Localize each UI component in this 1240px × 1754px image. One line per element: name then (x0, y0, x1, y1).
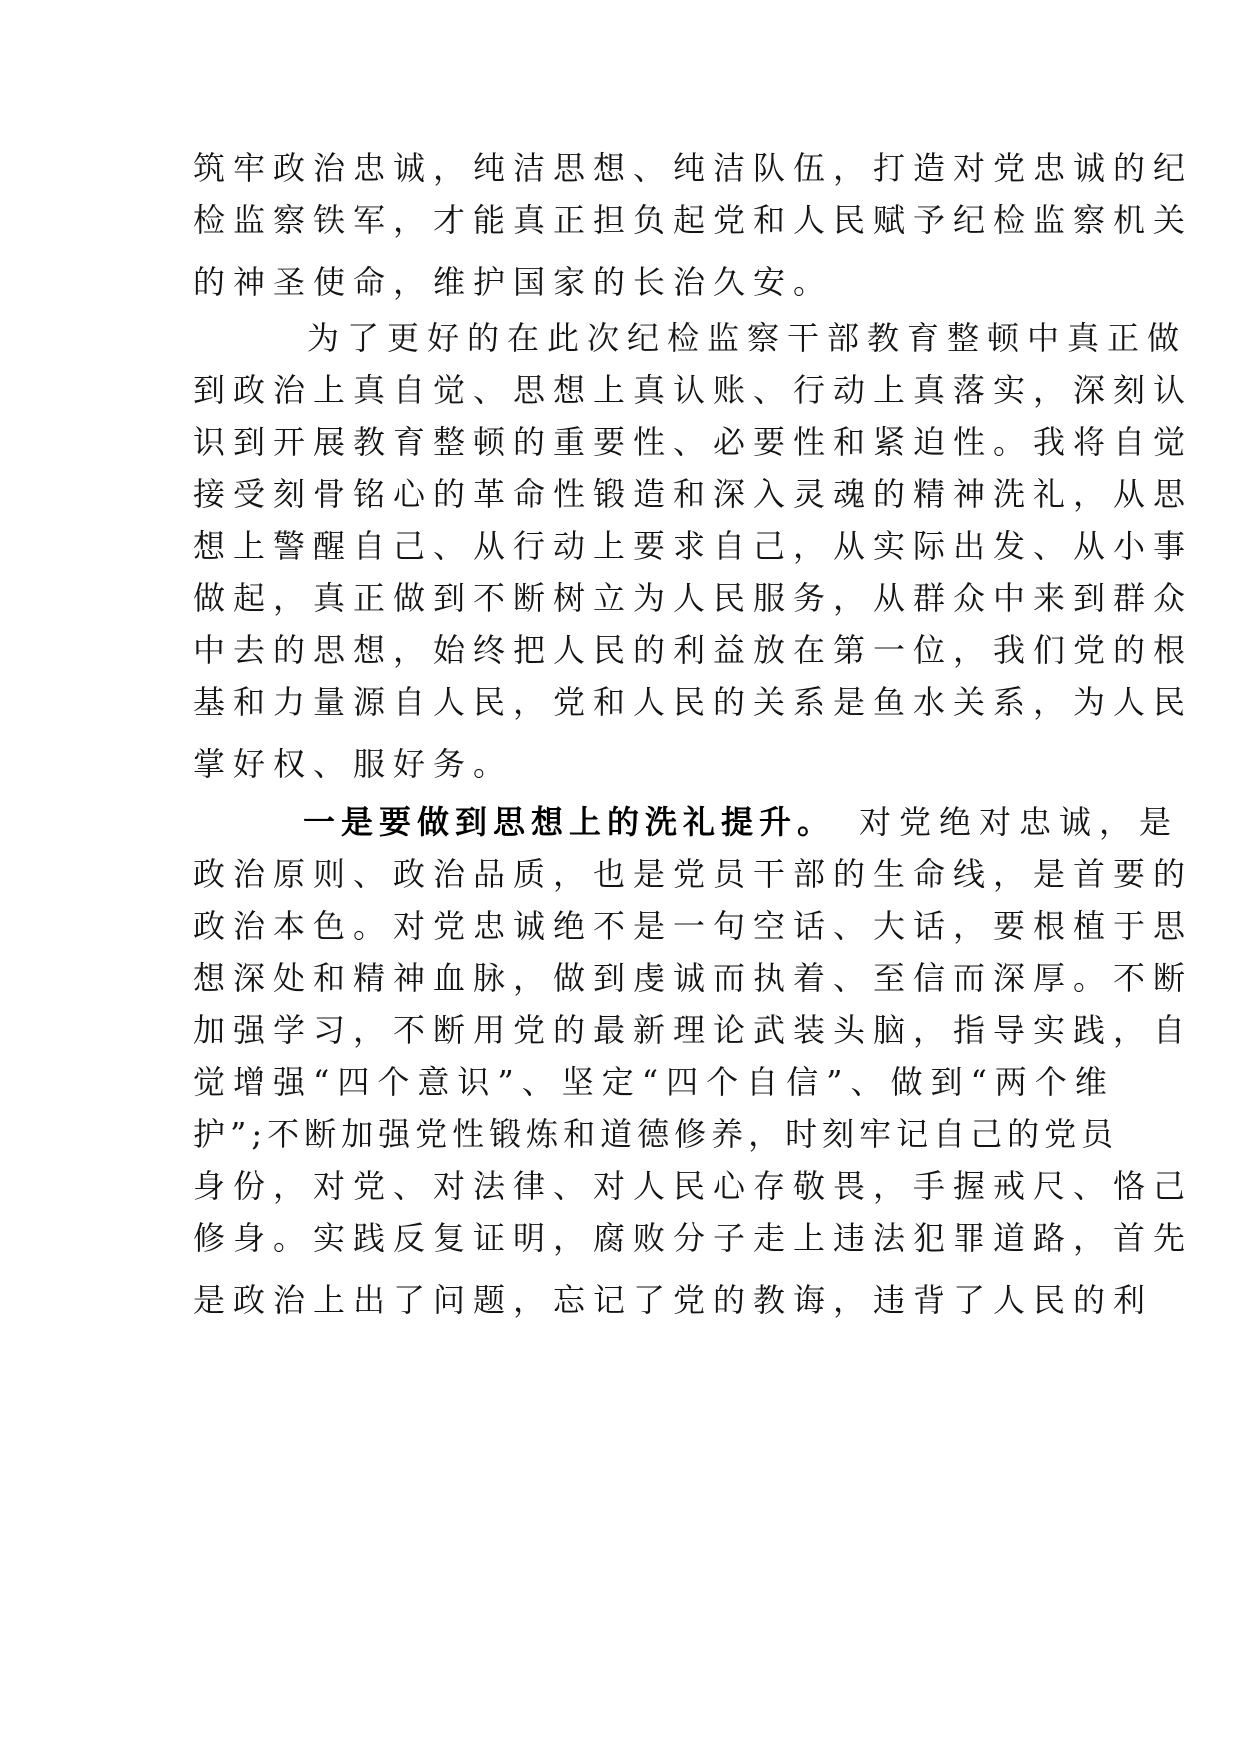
paragraph-3-line-9: 修身。实践反复证明，腐败分子走上违法犯罪道路，首先 (193, 1219, 1194, 1257)
paragraph-2-line-2: 到政治上真自觉、思想上真认账、行动上真落实，深刻认 (193, 371, 1194, 409)
paragraph-3-line-7: 护”;不断加强党性锻炼和道德修养，时刻牢记自己的党员 (193, 1115, 1119, 1153)
paragraph-3-line-4: 想深处和精神血脉，做到虔诚而执着、至信而深厚。不断 (193, 959, 1194, 997)
paragraph-3-line-5: 加强学习，不断用党的最新理论武装头脑，指导实践，自 (193, 1011, 1194, 1049)
paragraph-3-heading: 一是要做到思想上的洗礼提升。 (303, 803, 836, 841)
paragraph-3-line-6: 觉增强“四个意识”、坚定“四个自信”、做到“两个维 (193, 1063, 1115, 1101)
paragraph-1-line-1: 筑牢政治忠诚，纯洁思想、纯洁队伍，打造对党忠诚的纪 (193, 149, 1194, 187)
paragraph-2-line-8: 基和力量源自人民，党和人民的关系是鱼水关系，为人民 (193, 683, 1194, 721)
paragraph-1-line-3: 的神圣使命，维护国家的长治久安。 (193, 263, 834, 301)
paragraph-3-line-2: 政治原则、政治品质，也是党员干部的生命线，是首要的 (193, 855, 1194, 893)
paragraph-2-line-7: 中去的思想，始终把人民的利益放在第一位，我们党的根 (193, 631, 1194, 669)
paragraph-2-line-9: 掌好权、服好务。 (193, 745, 514, 783)
paragraph-2-line-3: 识到开展教育整顿的重要性、必要性和紧迫性。我将自觉 (193, 423, 1194, 461)
paragraph-2-line-5: 想上警醒自己、从行动上要求自己，从实际出发、从小事 (193, 527, 1194, 565)
paragraph-3-line-3: 政治本色。对党忠诚绝不是一句空话、大话，要根植于思 (193, 907, 1194, 945)
paragraph-3-line-10: 是政治上出了问题，忘记了党的教诲，违背了人民的利 (193, 1281, 1154, 1319)
paragraph-3-line-1-text: 对党绝对忠诚，是 (859, 803, 1180, 841)
paragraph-2-line-6: 做起，真正做到不断树立为人民服务，从群众中来到群众 (193, 579, 1194, 617)
paragraph-2-line-4: 接受刻骨铭心的革命性锻造和深入灵魂的精神洗礼，从思 (193, 475, 1194, 513)
paragraph-3-line-1 (303, 794, 1180, 850)
paragraph-1-line-2: 检监察铁军，才能真正担负起党和人民赋予纪检监察机关 (193, 201, 1194, 239)
paragraph-3-line-8: 身份，对党、对法律、对人民心存敬畏，手握戒尺、恪己 (193, 1167, 1194, 1205)
paragraph-2-line-1: 为了更好的在此次纪检监察干部教育整顿中真正做 (307, 319, 1188, 357)
